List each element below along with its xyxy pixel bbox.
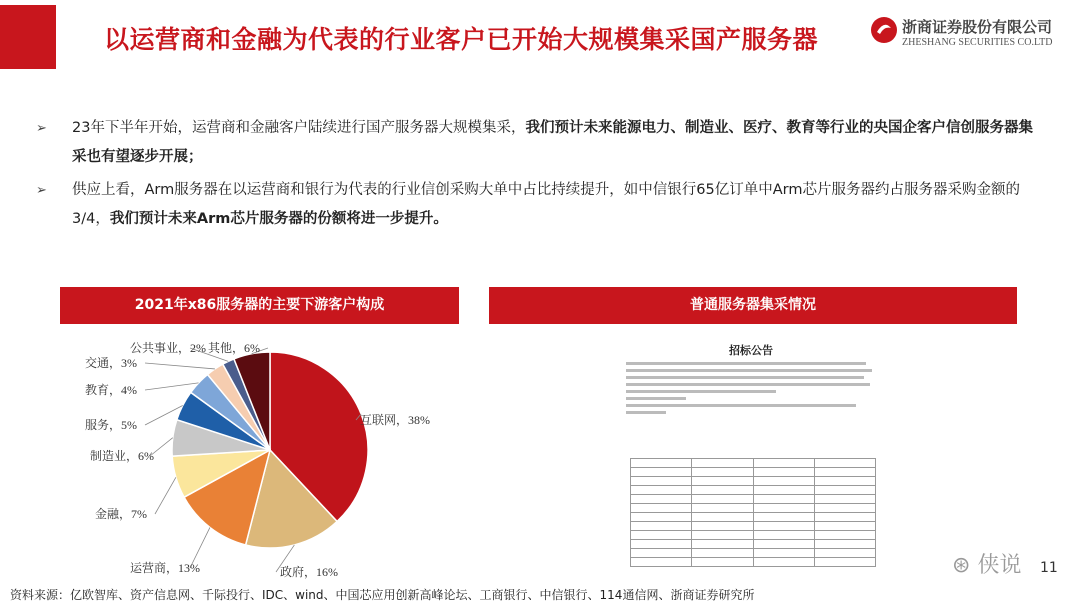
bullet-item xyxy=(36,114,1046,172)
table-cell xyxy=(814,477,875,486)
table-row xyxy=(631,495,876,504)
leader-line xyxy=(145,363,215,369)
table-row xyxy=(631,522,876,531)
table-cell xyxy=(631,486,692,495)
table-cell xyxy=(753,540,814,549)
table-cell xyxy=(692,522,753,531)
watermark: ⊛ 侠说 xyxy=(952,553,1022,578)
left-panel-header: 2021年x86服务器的主要下游客户构成 xyxy=(60,287,459,324)
table-row xyxy=(631,513,876,522)
table-cell xyxy=(753,495,814,504)
table-cell xyxy=(814,468,875,477)
table-cell xyxy=(631,504,692,513)
tender-table xyxy=(630,458,876,567)
table-cell xyxy=(692,549,753,558)
table-cell xyxy=(692,531,753,540)
table-row xyxy=(631,459,876,468)
table-cell xyxy=(692,540,753,549)
table-row xyxy=(631,540,876,549)
bullet-item xyxy=(36,176,1046,234)
table-cell xyxy=(692,477,753,486)
page-title: 以运营商和金融为代表的行业客户已开始大规模集采国产服务器 xyxy=(104,25,819,54)
pie-slice-label: 运营商，13% xyxy=(130,561,200,575)
table-row xyxy=(631,558,876,567)
table-cell xyxy=(814,549,875,558)
table-cell xyxy=(814,531,875,540)
table-cell xyxy=(753,486,814,495)
table-cell xyxy=(692,513,753,522)
tender-notice-heading: 招标公告 xyxy=(729,344,773,357)
company-logo xyxy=(870,14,1070,58)
table-cell xyxy=(814,459,875,468)
table-cell xyxy=(753,549,814,558)
table-cell xyxy=(631,540,692,549)
table-cell xyxy=(814,513,875,522)
table-cell xyxy=(753,459,814,468)
table-cell xyxy=(753,531,814,540)
pie-chart-area xyxy=(60,330,460,585)
table-cell xyxy=(753,522,814,531)
pie-slice-label: 互联网，38% xyxy=(360,413,430,427)
pie-slice-label: 服务，5% xyxy=(85,418,137,432)
pie-slice-label: 交通，3% xyxy=(85,356,137,370)
bullet-text: 23年下半年开始，运营商和金融客户陆续进行国产服务器大规模集采， xyxy=(72,120,526,136)
right-panel-header: 普通服务器集采情况 xyxy=(489,287,1017,324)
tender-notice-image xyxy=(620,338,882,558)
header-accent-bar xyxy=(0,5,56,69)
pie-slice-label: 政府，16% xyxy=(280,565,338,579)
logo-mark-icon xyxy=(870,16,898,44)
table-cell xyxy=(814,540,875,549)
table-cell xyxy=(631,495,692,504)
bullet-list xyxy=(36,114,1046,238)
table-cell xyxy=(814,495,875,504)
table-cell xyxy=(814,504,875,513)
table-cell xyxy=(692,558,753,567)
table-cell xyxy=(631,522,692,531)
arrow-bullet-icon: ➢ xyxy=(36,121,47,136)
table-cell xyxy=(753,477,814,486)
table-cell xyxy=(753,558,814,567)
pie-chart xyxy=(60,330,460,585)
table-cell xyxy=(631,513,692,522)
bullet-bold-text: 我们预计未来能源电力、制造业、医疗、教育等行业的央国企客户信创服务器集采也有望逐步开展； xyxy=(72,120,1033,165)
table-row xyxy=(631,504,876,513)
pie-slice-label: 制造业，6% xyxy=(90,449,154,463)
pie-slice-label: 教育，4% xyxy=(85,383,137,397)
leader-line xyxy=(145,383,199,390)
table-cell xyxy=(631,549,692,558)
table-cell xyxy=(692,459,753,468)
table-row xyxy=(631,486,876,495)
table-row xyxy=(631,531,876,540)
arrow-bullet-icon: ➢ xyxy=(36,183,47,198)
pie-slice-label: 公共事业，2% xyxy=(130,341,206,355)
table-cell xyxy=(631,558,692,567)
bullet-text: 供应上看，Arm服务器在以运营商和银行为代表的行业信创采购大单中占比持续提升，如中信银行65亿订单中Arm芯片服务器约占服务器采购金额的3/4， xyxy=(72,182,1020,227)
table-cell xyxy=(753,504,814,513)
table-cell xyxy=(692,486,753,495)
table-cell xyxy=(814,522,875,531)
logo-cn-text: 浙商证券股份有限公司 xyxy=(902,18,1053,36)
bullet-bold-text: 我们预计未来Arm芯片服务器的份额将进一步提升。 xyxy=(109,211,448,227)
table-row xyxy=(631,549,876,558)
logo-en-text: ZHESHANG SECURITIES CO.LTD xyxy=(902,37,1053,48)
pie-slice-label: 金融，7% xyxy=(95,507,147,521)
table-cell xyxy=(692,468,753,477)
table-cell xyxy=(814,486,875,495)
table-cell xyxy=(692,504,753,513)
table-cell xyxy=(631,468,692,477)
page-number: 11 xyxy=(1040,560,1058,576)
leader-line xyxy=(155,477,176,514)
table-cell xyxy=(753,513,814,522)
source-note: 资料来源：亿欧智库、资产信息网、千际投行、IDC、wind、中国芯应用创新高峰论坛、工商银行、中信银行、114通信网、浙商证券研究所 xyxy=(10,588,755,602)
table-cell xyxy=(692,495,753,504)
pie-slice-label: 其他，6% xyxy=(208,341,260,355)
table-cell xyxy=(814,558,875,567)
table-cell xyxy=(631,531,692,540)
table-cell xyxy=(753,468,814,477)
table-row xyxy=(631,477,876,486)
table-cell xyxy=(631,459,692,468)
table-cell xyxy=(631,477,692,486)
table-row xyxy=(631,468,876,477)
